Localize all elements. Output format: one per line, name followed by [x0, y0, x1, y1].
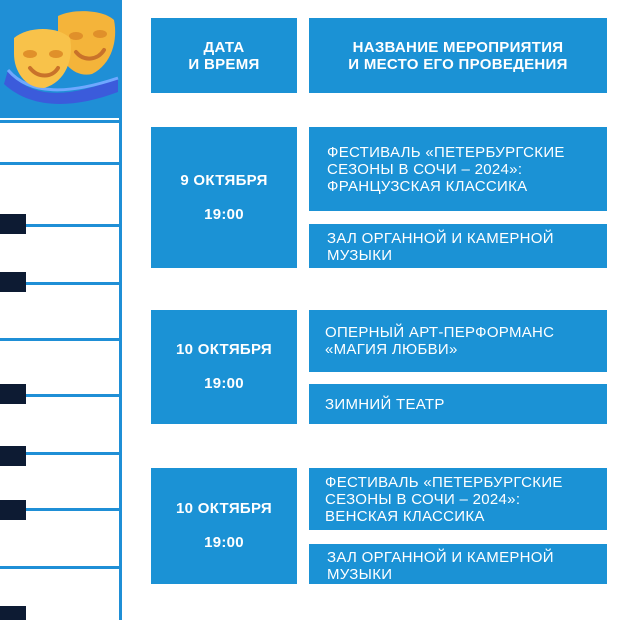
event-date: 10 ОКТЯБРЯ [176, 341, 272, 358]
black-key [0, 384, 26, 404]
event-date-cell [151, 468, 297, 584]
event-venue: ЗАЛ ОРГАННОЙ И КАМЕРНОЙ МУЗЫКИ [327, 230, 554, 264]
black-key [0, 606, 26, 620]
event-time: 19:00 [204, 205, 244, 223]
event-title: ФЕСТИВАЛЬ «ПЕТЕРБУРГСКИЕ СЕЗОНЫ В СОЧИ – 2024»: ФРАНЦУЗСКАЯ КЛАССИКА [327, 144, 565, 195]
event-venue-cell [309, 224, 607, 268]
header-event-cell: НАЗВАНИЕ МЕРОПРИЯТИЯ И МЕСТО ЕГО ПРОВЕДЕНИЯ [309, 18, 607, 93]
piano-line [0, 566, 119, 569]
event-date: 9 ОКТЯБРЯ [180, 171, 268, 189]
black-key [0, 214, 26, 234]
event-title-cell [309, 468, 607, 530]
piano-line [0, 162, 119, 165]
event-date-cell [151, 127, 297, 268]
event-date: 10 ОКТЯБРЯ [176, 500, 272, 517]
header-date-cell: ДАТА И ВРЕМЯ [151, 18, 297, 93]
black-key [0, 272, 26, 292]
event-title: ОПЕРНЫЙ АРТ-ПЕРФОРМАНС «МАГИЯ ЛЮБВИ» [325, 324, 555, 358]
event-venue-cell [309, 544, 607, 584]
event-title: ФЕСТИВАЛЬ «ПЕТЕРБУРГСКИЕ СЕЗОНЫ В СОЧИ – 2024»: ВЕНСКАЯ КЛАССИКА [325, 473, 563, 525]
piano-keys [0, 118, 122, 620]
event-time: 19:00 [204, 375, 244, 392]
event-venue-cell [309, 384, 607, 424]
event-title-cell [309, 127, 607, 211]
event-time: 19:00 [204, 534, 244, 551]
piano-line [0, 120, 119, 123]
event-venue: ЗИМНИЙ ТЕАТР [325, 395, 445, 413]
piano-line [0, 338, 119, 341]
black-key [0, 446, 26, 466]
piano-edge [119, 0, 122, 620]
theatre-masks-icon [0, 0, 122, 118]
black-key [0, 500, 26, 520]
event-date-cell [151, 310, 297, 424]
event-venue: ЗАЛ ОРГАННОЙ И КАМЕРНОЙ МУЗЫКИ [327, 548, 554, 583]
event-title-cell [309, 310, 607, 372]
